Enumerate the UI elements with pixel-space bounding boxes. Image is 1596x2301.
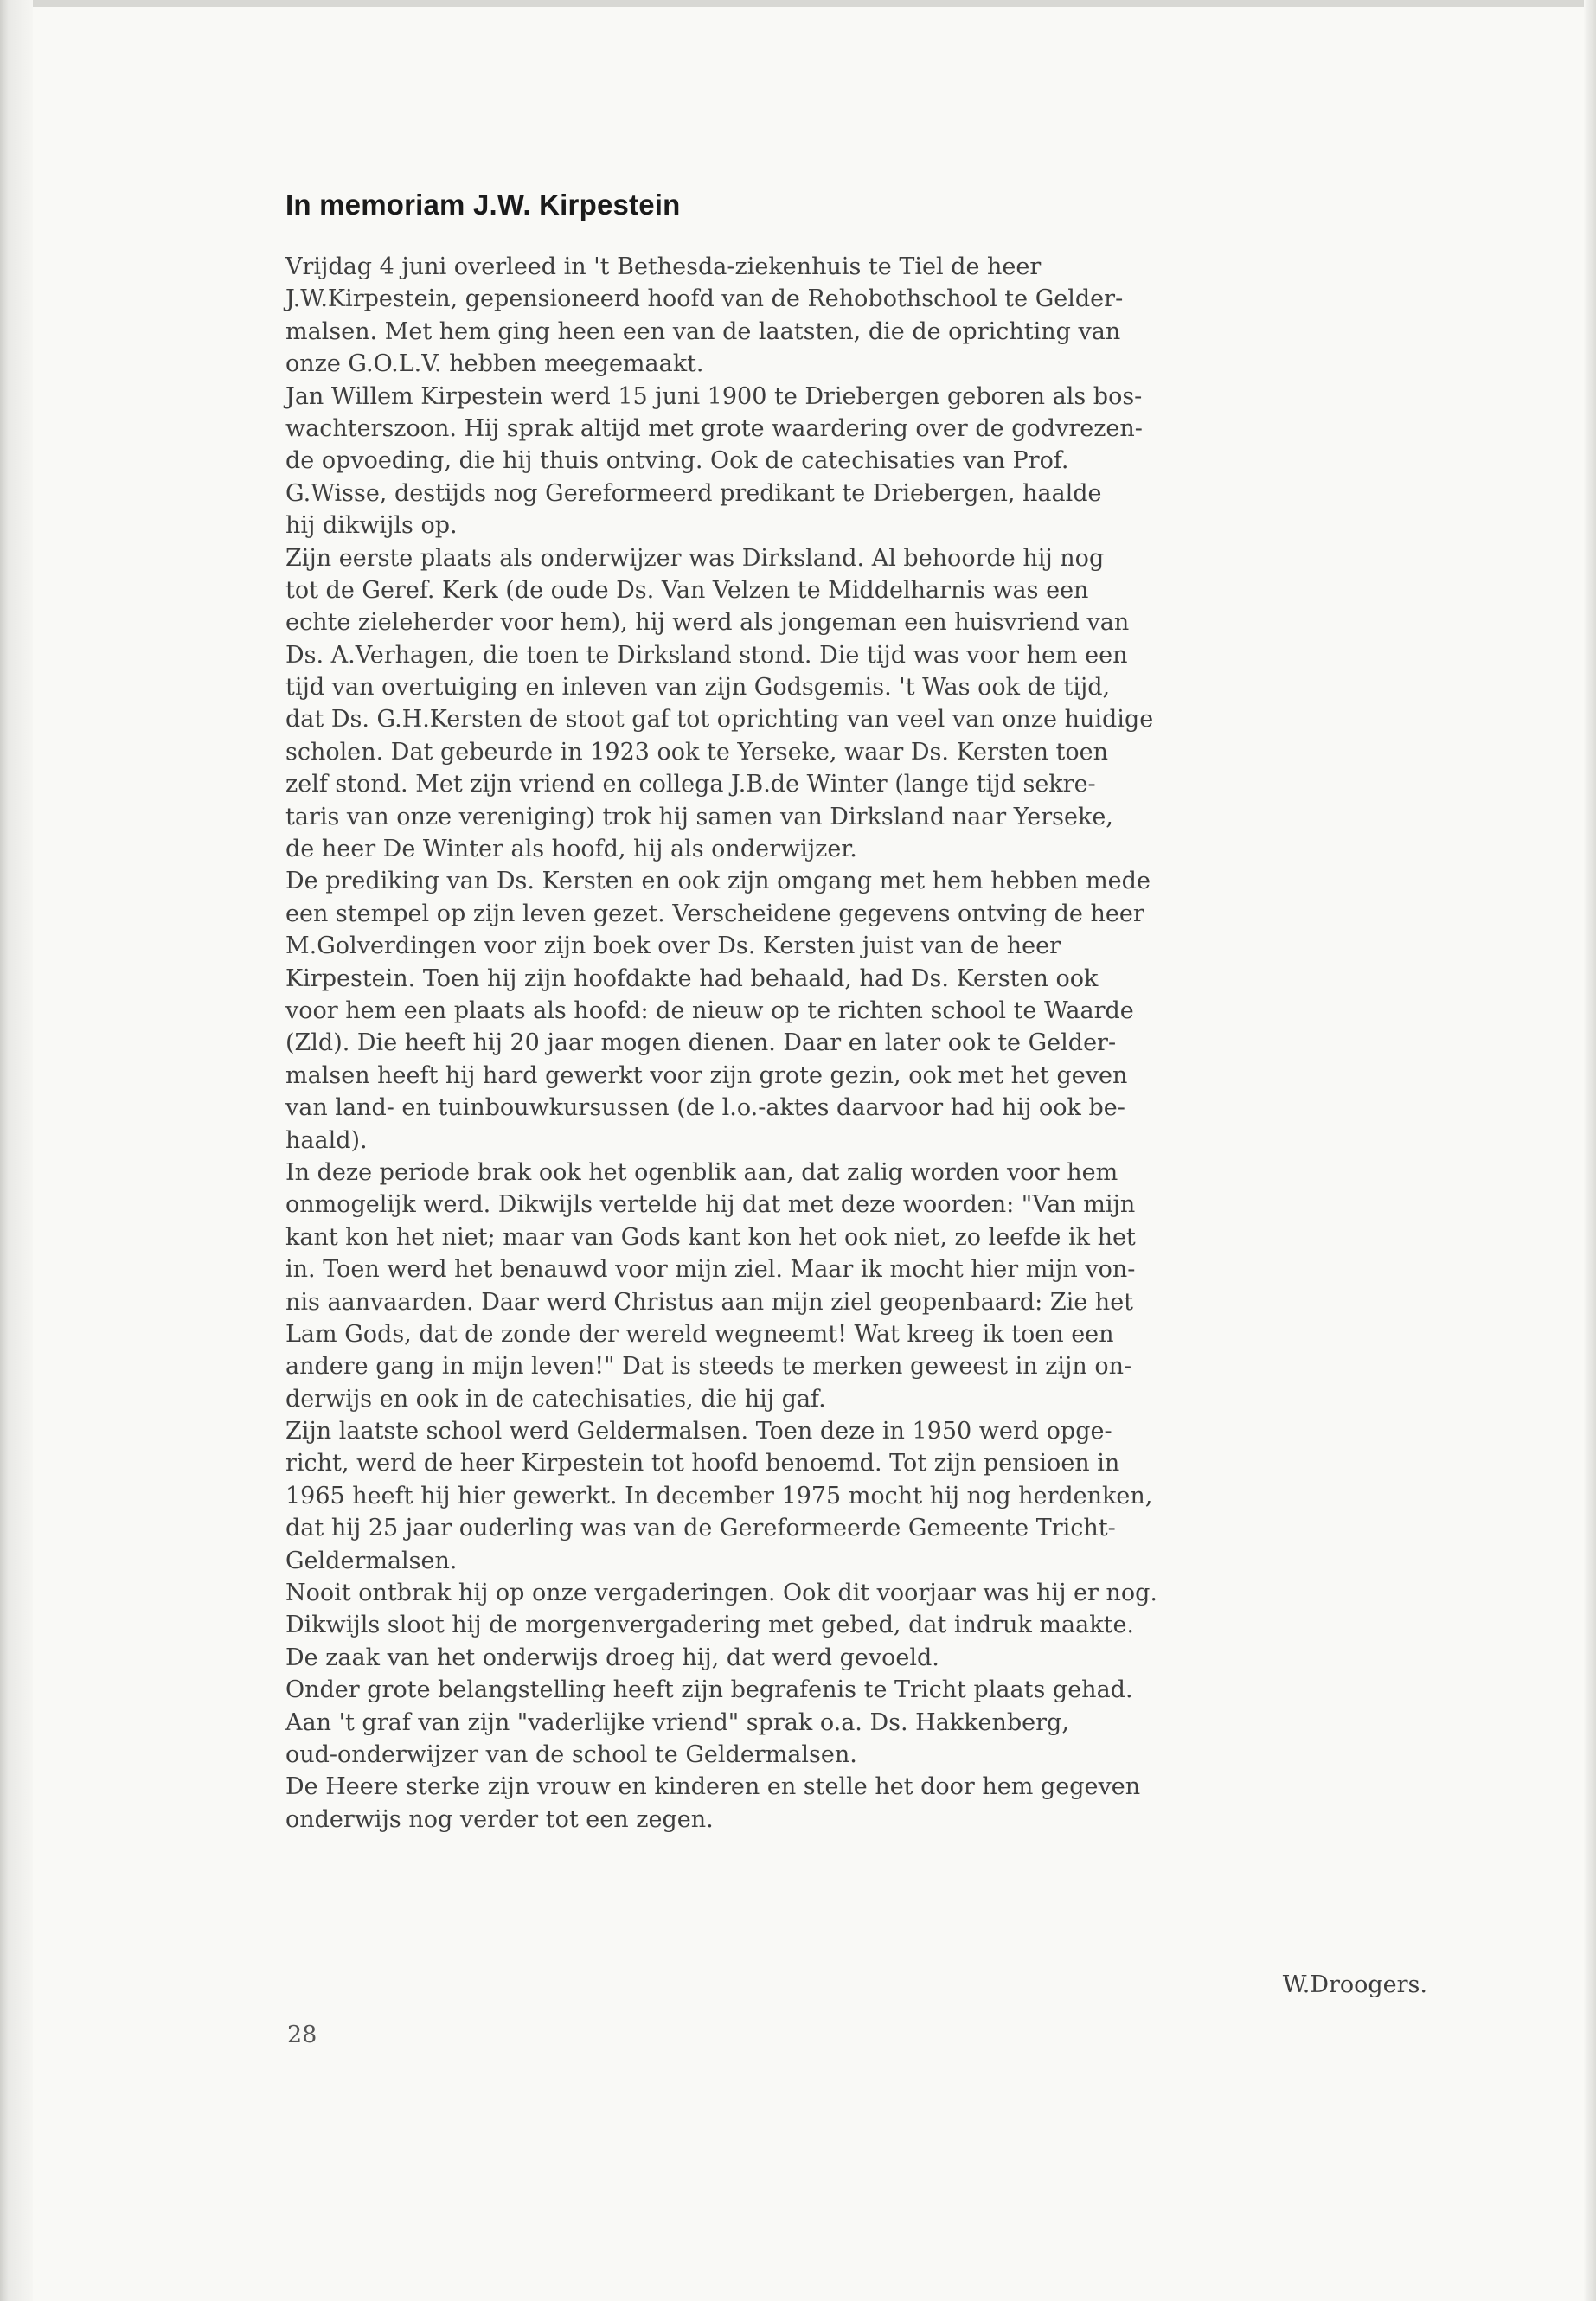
- text-line: Nooit ontbrak hij op onze vergaderingen. Ook dit voorjaar was hij er nog.: [285, 1580, 1158, 1607]
- text-line: taris van onze vereniging) trok hij samen van Dirksland naar Yerseke,: [285, 803, 1113, 830]
- text-line: onderwijs nog verder tot een zegen.: [285, 1805, 714, 1833]
- text-line: Dikwijls sloot hij de morgenvergadering met gebed, dat indruk maakte.: [285, 1612, 1135, 1639]
- text-line: De Heere sterke zijn vrouw en kinderen en stelle het door hem gegeven: [285, 1773, 1141, 1801]
- scan-edge-left: [0, 0, 33, 2301]
- scan-edge-right: [1584, 0, 1596, 2301]
- author-signature: W.Droogers.: [1282, 1971, 1427, 1998]
- text-line: Lam Gods, dat de zonde der wereld wegneemt! Wat kreeg ik toen een: [285, 1320, 1114, 1348]
- text-line: dat Ds. G.H.Kersten de stoot gaf tot oprichting van veel van onze huidige: [285, 706, 1154, 734]
- article-body: [285, 251, 1427, 1836]
- text-line: wachterszoon. Hij sprak altijd met grote waardering over de godvrezen-: [285, 414, 1143, 442]
- text-line: voor hem een plaats als hoofd: de nieuw op te richten school te Waarde: [285, 997, 1134, 1024]
- text-line: J.W.Kirpestein, gepensioneerd hoofd van de Rehobothschool te Gelder-: [285, 285, 1124, 313]
- text-line: malsen heeft hij hard gewerkt voor zijn grote gezin, ook met het geven: [285, 1061, 1128, 1089]
- text-line: in. Toen werd het benauwd voor mijn ziel. Maar ik mocht hier mijn von-: [285, 1256, 1136, 1284]
- text-line: zelf stond. Met zijn vriend en collega J.B.de Winter (lange tijd sekre-: [285, 771, 1096, 798]
- text-line: dat hij 25 jaar ouderling was van de Gereformeerde Gemeente Tricht-: [285, 1515, 1116, 1542]
- text-line: Ds. A.Verhagen, die toen te Dirksland stond. Die tijd was voor hem een: [285, 641, 1128, 669]
- text-line: G.Wisse, destijds nog Gereformeerd predikant te Driebergen, haalde: [285, 479, 1102, 507]
- text-line: De prediking van Ds. Kersten en ook zijn omgang met hem hebben mede: [285, 868, 1151, 895]
- article-title: In memoriam J.W. Kirpestein: [285, 189, 681, 221]
- text-line: andere gang in mijn leven!" Dat is steeds te merken geweest in zijn on-: [285, 1353, 1132, 1381]
- text-line: kant kon het niet; maar van Gods kant kon het ook niet, zo leefde ik het: [285, 1223, 1136, 1251]
- text-line: De zaak van het onderwijs droeg hij, dat werd gevoeld.: [285, 1644, 939, 1671]
- text-line: onze G.O.L.V. hebben meegemaakt.: [285, 350, 704, 378]
- text-line: Zijn eerste plaats als onderwijzer was Dirksland. Al behoorde hij nog: [285, 544, 1105, 572]
- text-line: oud-onderwijzer van de school te Geldermalsen.: [285, 1740, 857, 1768]
- text-line: onmogelijk werd. Dikwijls vertelde hij dat met deze woorden: "Van mijn: [285, 1191, 1136, 1219]
- text-line: scholen. Dat gebeurde in 1923 ook te Yerseke, waar Ds. Kersten toen: [285, 738, 1109, 766]
- text-line: derwijs en ook in de catechisaties, die hij gaf.: [285, 1385, 826, 1413]
- text-line: van land- en tuinbouwkursussen (de l.o.-aktes daarvoor had hij ook be-: [285, 1094, 1125, 1122]
- text-line: de opvoeding, die hij thuis ontving. Ook de catechisaties van Prof.: [285, 447, 1069, 475]
- text-line: Zijn laatste school werd Geldermalsen. Toen deze in 1950 werd opge-: [285, 1418, 1112, 1445]
- text-line: tijd van overtuiging en inleven van zijn Godsgemis. 't Was ook de tijd,: [285, 674, 1111, 702]
- text-line: nis aanvaarden. Daar werd Christus aan mijn ziel geopenbaard: Zie het: [285, 1288, 1134, 1316]
- text-line: een stempel op zijn leven gezet. Verscheidene gegevens ontving de heer: [285, 900, 1144, 927]
- text-line: In deze periode brak ook het ogenblik aan, dat zalig worden voor hem: [285, 1158, 1118, 1186]
- text-line: (Zld). Die heeft hij 20 jaar mogen dienen. Daar en later ook te Gelder-: [285, 1029, 1117, 1057]
- text-line: Vrijdag 4 juni overleed in 't Bethesda-ziekenhuis te Tiel de heer: [285, 253, 1042, 280]
- text-line: Onder grote belangstelling heeft zijn begrafenis te Tricht plaats gehad.: [285, 1676, 1133, 1704]
- text-line: richt, werd de heer Kirpestein tot hoofd benoemd. Tot zijn pensioen in: [285, 1450, 1120, 1477]
- text-line: haald).: [285, 1126, 368, 1154]
- text-line: Jan Willem Kirpestein werd 15 juni 1900 te Driebergen geboren als bos-: [285, 382, 1143, 410]
- page-number: 28: [287, 2022, 317, 2048]
- text-line: echte zieleherder voor hem), hij werd als jongeman een huisvriend van: [285, 609, 1130, 637]
- scan-edge-top: [0, 0, 1596, 7]
- text-line: de heer De Winter als hoofd, hij als onderwijzer.: [285, 836, 857, 863]
- text-line: 1965 heeft hij hier gewerkt. In december 1975 mocht hij nog herdenken,: [285, 1482, 1153, 1509]
- text-line: Geldermalsen.: [285, 1547, 458, 1574]
- text-line: M.Golverdingen voor zijn boek over Ds. Kersten juist van de heer: [285, 933, 1061, 960]
- text-line: Kirpestein. Toen hij zijn hoofdakte had behaald, had Ds. Kersten ook: [285, 965, 1099, 992]
- text-line: Aan 't graf van zijn "vaderlijke vriend" sprak o.a. Ds. Hakkenberg,: [285, 1708, 1069, 1736]
- text-line: hij dikwijls op.: [285, 512, 458, 540]
- text-line: tot de Geref. Kerk (de oude Ds. Van Velzen te Middelharnis was een: [285, 576, 1089, 604]
- text-line: malsen. Met hem ging heen een van de laatsten, die de oprichting van: [285, 317, 1121, 345]
